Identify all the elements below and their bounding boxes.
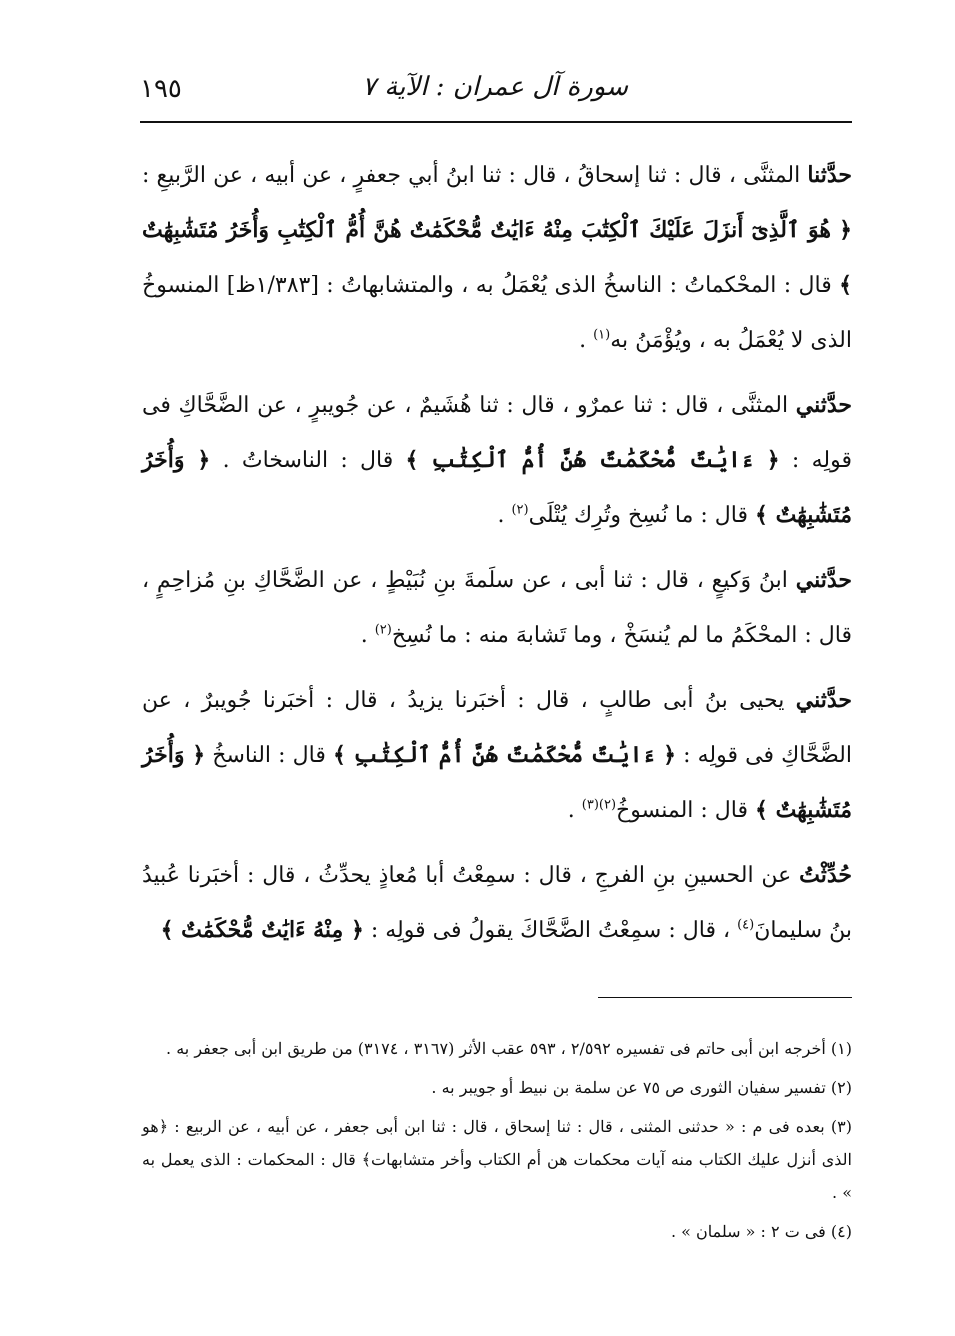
paragraph-text: . [567, 798, 582, 823]
footnote-marker: (٤) [737, 917, 755, 933]
paragraph-text: قال : المنسوخُ [616, 798, 756, 823]
footnote-2: (٢) تفسير سفيان الثورى ص ٧٥ عن سلمة بن نبيط أو جويبر به . [431, 1078, 852, 1097]
running-title: سورة آل عمران : الآية ٧ [362, 72, 628, 102]
quran-verse: ﴿ وَأُخَرُ مُتَشَٰبِهَٰتٌ ﴾ [142, 742, 852, 823]
hadith-paragraph-1 [142, 148, 852, 368]
hadith-paragraph-5 [142, 848, 852, 958]
footnote-3: (٣) بعده فى م : « حدثنى المثنى ، قال : ثنا إسحاق ، قال : ثنا ابن أبى جعفر ، عن أبيه ، عن الربيع : ﴿هو الذى أنزل عليك الكتاب منه آيات محكمات هن أم الكتاب وأخر متشابهات﴾ قال : المحكمات : الذى يعمل به » . [142, 1117, 852, 1202]
paragraph-text: المثنَّى ، قال : ثنا عمرٌو ، قال : ثنا هُشَيمٌ ، عن جُويبرٍ ، عن الضَّحَّاكِ فى قولِه : [142, 393, 852, 473]
paragraph-text: . [360, 623, 375, 648]
footnote-marker: (١) [593, 327, 611, 343]
hadith-paragraph-2 [142, 378, 852, 543]
paragraph-lead: حدَّثني [795, 567, 852, 593]
footnote-marker: (٢) [374, 622, 392, 638]
paragraph-text: المثنَّى ، قال : ثنا إسحاقُ ، قال : ثنا ابنُ أبي جعفرٍ ، عن أبيه ، عن الرَّبيعِ : [142, 163, 808, 188]
footnote-marker: (٢) [511, 502, 529, 518]
header-rule [140, 121, 852, 123]
paragraph-lead: حُدِّثْتُ [799, 862, 852, 888]
footnote-4: (٤) فى ت ٢ : « سلمان » . [670, 1222, 852, 1241]
paragraph-text: قال : المحْكماتُ : الناسخُ الذى يُعْمَلُ به ، والمتشابهاتُ : [١/٣٨٣ظ] المنسوخُ الذى لا يُعْمَلُ به ، ويُؤْمَنُ به [142, 273, 852, 353]
paragraph-text: عن الحسينِ بنِ الفرجِ ، قال : سمِعْتُ أبا مُعاذٍ يحدِّثُ ، قال : أخبَرنا عُبيدُ بنُ سليمانَ [142, 863, 852, 943]
paragraph-text: قال : الناسخاتُ . [210, 448, 406, 473]
paragraph-lead: حدَّثني [795, 392, 852, 418]
page-number: ١٩٥ [140, 74, 182, 104]
quran-verse: ﴿ هُوَ ٱلَّذِىٓ أَنزَلَ عَلَيْكَ ٱلْكِتَٰبَ مِنْهُ ءَايَٰتٌ مُّحْكَمَٰتٌ هُنَّ أُمُّ ٱلْكِتَٰبِ وَأُخَرُ مُتَشَٰبِهَٰتٌ ﴾ [142, 217, 852, 298]
hadith-paragraph-3 [142, 553, 852, 663]
paragraph-text: قال : ما نُسِخ وتُرِك يُتْلَى [528, 503, 756, 528]
hadith-paragraph-4 [142, 673, 852, 838]
paragraph-lead: حدَّثني [795, 687, 852, 713]
paragraph-text: ابنُ وَكيعٍ ، قال : ثنا أبى ، عن سلَمةَ بنِ نُبَيْطٍ ، عن الضَّحَّاكِ بنِ مُزاحِمٍ ، قال : المحْكَمُ ما لم يُنسَخْ ، وما تَشابهَ منه : ما نُسِخ [142, 568, 852, 648]
footnote-marker: (٢)(٣) [581, 797, 617, 813]
paragraph-text: يحيى بنُ أبى طالبٍ ، قال : أخبَرنا يزيدُ ، قال : أخبَرنا جُويبرٌ ، عن الضَّحَّاكِ فى قولِه : [142, 688, 852, 768]
main-text [142, 148, 852, 968]
quran-verse: ﴿ مِنْهُ ءَايَٰتٌ مُّحْكَمَٰتٌ ﴾ [160, 917, 364, 943]
footnote-rule [598, 997, 852, 998]
paragraph-text: . [579, 328, 594, 353]
paragraph-text: ، قال : سمِعْتُ الضَّحَّاكَ يقولُ فى قولِه : [363, 918, 738, 943]
paragraph-lead: حدَّثنا [807, 162, 852, 188]
paragraph-text: قال : الناسخُ [205, 743, 333, 768]
footnote-1: (١) أخرجه ابن أبى حاتم فى تفسيره ٢/٥٩٢ ، ٥٩٣ عقب الأثر (٣١٦٧ ، ٣١٧٤) من طريق ابن أبى جعفر به . [166, 1039, 852, 1058]
paragraph-text: . [497, 503, 512, 528]
quran-verse: ﴿ ءَايَٰتٌ مُّحْكَمَٰتٌ هُنَّ أُمُّ ٱلْكِتَٰبِ ﴾ [405, 447, 780, 473]
footnotes [142, 1032, 852, 1254]
quran-verse: ﴿ وَأُخَرُ مُتَشَٰبِهَٰتٌ ﴾ [142, 447, 852, 528]
page-header [140, 66, 850, 118]
quran-verse: ﴿ ءَايَٰتٌ مُّحْكَمَٰتٌ هُنَّ أُمُّ ٱلْكِتَٰبِ ﴾ [332, 742, 677, 768]
